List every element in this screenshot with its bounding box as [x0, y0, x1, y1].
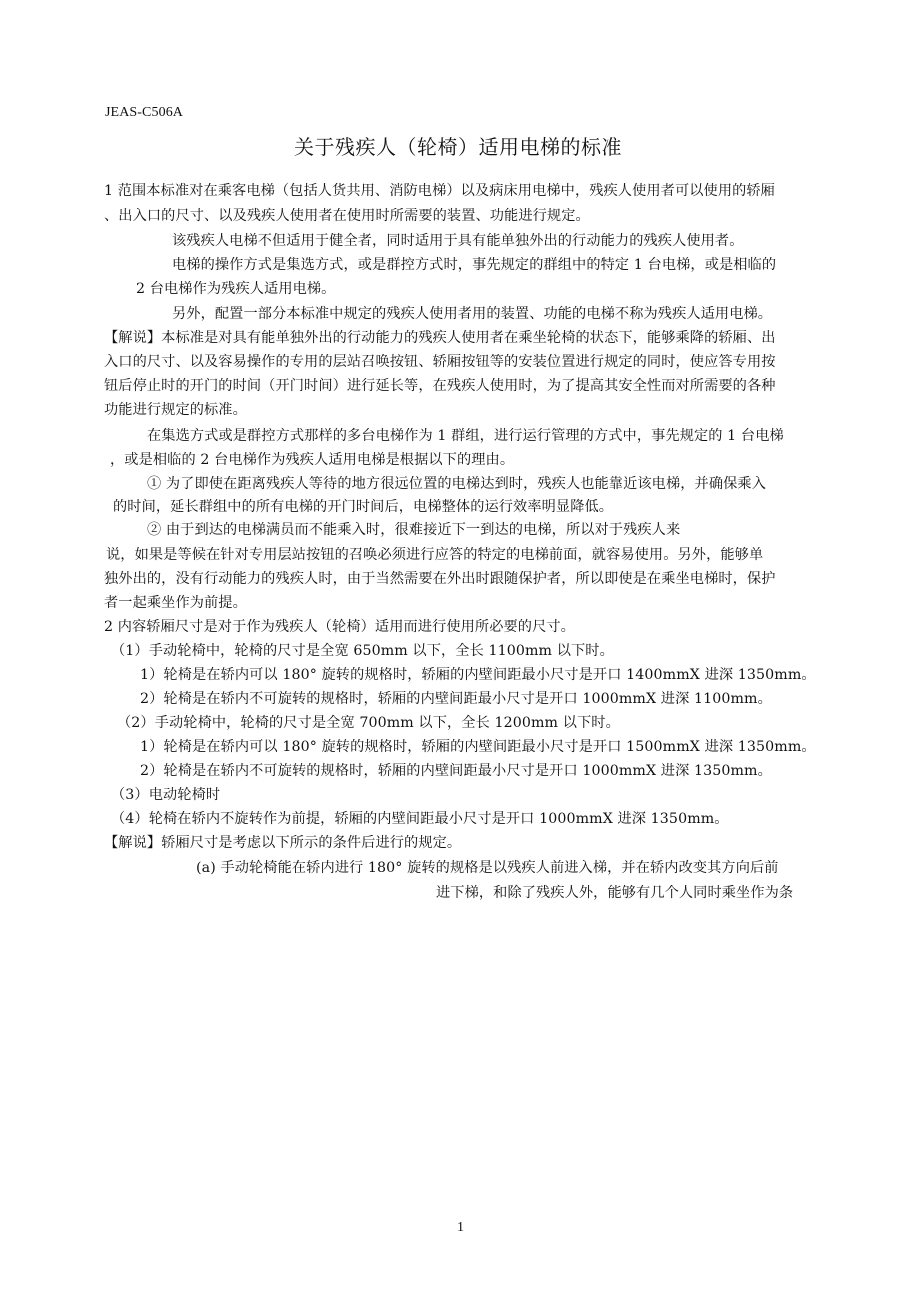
- text-line: 该残疾人电梯不但适用于健全者，同时适用于具有能单独外出的行动能力的残疾人使用者。: [172, 233, 744, 249]
- text-line: 2 内容轿厢尺寸是对于作为残疾人（轮椅）适用而进行使用所必要的尺寸。: [104, 619, 575, 635]
- text-line: （1）手动轮椅中，轮椅的尺寸是全宽 650mm 以下，全长 1100mm 以下时。: [111, 643, 614, 659]
- text-line: 2）轮椅是在轿内不可旋转的规格时，轿厢的内壁间距最小尺寸是开口 1000mmX 进深 1350mm。: [140, 763, 772, 779]
- page-title: 关于残疾人（轮椅）适用电梯的标准: [294, 135, 622, 159]
- text-line: （4）轮椅在轿内不旋转作为前提，轿厢的内壁间距最小尺寸是开口 1000mmX 进深 1350mm。: [111, 811, 729, 827]
- text-line: 1 范围本标准对在乘客电梯（包括人货共用、消防电梯）以及病床用电梯中，残疾人使用者可以使用的轿厢: [104, 183, 775, 199]
- text-line: 的时间，延长群组中的所有电梯的开门时间后，电梯整体的运行效率明显降低。: [113, 499, 614, 515]
- text-line: ② 由于到达的电梯满员而不能乘入时，很难接近下一到达的电梯，所以对于残疾人来: [147, 522, 681, 538]
- document-code: JEAS-C506A: [105, 105, 184, 120]
- text-line: 、出入口的尺寸、以及残疾人使用者在使用时所需要的装置、功能进行规定。: [104, 208, 590, 224]
- text-line: （3）电动轮椅时: [111, 787, 221, 803]
- text-line: 功能进行规定的标准。: [104, 402, 247, 418]
- text-line: 【解说】本标准是对具有能单独外出的行动能力的残疾人使用者在乘坐轮椅的状态下，能够乘降的轿厢、出: [104, 330, 776, 346]
- text-line: 入口的尺寸、以及容易操作的专用的层站召唤按钮、轿厢按钮等的安装位置进行规定的同时，使应答专用按: [104, 354, 776, 370]
- text-line: 2 台电梯作为残疾人适用电梯。: [136, 281, 336, 297]
- text-line: 1）轮椅是在轿内可以 180° 旋转的规格时，轿厢的内壁间距最小尺寸是开口 1400mmX 进深 1350mm。: [140, 667, 816, 683]
- text-line: ① 为了即使在距离残疾人等待的地方很远位置的电梯达到时，残疾人也能靠近该电梯，并确保乘入: [147, 476, 766, 492]
- text-line: (a) 手动轮椅能在轿内进行 180° 旋转的规格是以残疾人前进入梯，并在轿内改变其方向后前: [196, 860, 779, 876]
- text-line: 钮后停止时的开门的时间（开门时间）进行延长等，在残疾人使用时，为了提高其安全性而对所需要的各种: [104, 378, 776, 394]
- text-line: 在集选方式或是群控方式那样的多台电梯作为 1 群组，进行运行管理的方式中，事先规定的 1 台电梯: [147, 428, 784, 444]
- text-line: （2）手动轮椅中，轮椅的尺寸是全宽 700mm 以下，全长 1200mm 以下时。: [117, 715, 620, 731]
- text-line: 者一起乘坐作为前提。: [104, 595, 247, 611]
- text-line: 2）轮椅是在轿内不可旋转的规格时，轿厢的内壁间距最小尺寸是开口 1000mmX 进深 1100mm。: [140, 691, 772, 707]
- text-line: 说，如果是等候在针对专用层站按钮的召唤必须进行应答的特定的电梯前面，就容易使用。另外，能够单: [106, 547, 764, 563]
- page-number: 1: [457, 1220, 465, 1235]
- text-line: 独外出的，没有行动能力的残疾人时，由于当然需要在外出时跟随保护者，所以即使是在乘坐电梯时，保护: [104, 571, 776, 587]
- text-line: 另外，配置一部分本标准中规定的残疾人使用者用的装置、功能的电梯不称为残疾人适用电梯。: [172, 306, 773, 322]
- text-line: ，或是相临的 2 台电梯作为残疾人适用电梯是根据以下的理由。: [110, 452, 515, 468]
- text-line: 进下梯，和除了残疾人外，能够有几个人同时乘坐作为条: [436, 885, 794, 901]
- text-line: 1）轮椅是在轿内可以 180° 旋转的规格时，轿厢的内壁间距最小尺寸是开口 1500mmX 进深 1350mm。: [140, 739, 816, 755]
- text-line: 【解说】轿厢尺寸是考虑以下所示的条件后进行的规定。: [104, 835, 462, 851]
- text-line: 电梯的操作方式是集选方式，或是群控方式时，事先规定的群组中的特定 1 台电梯，或是相临的: [172, 257, 777, 273]
